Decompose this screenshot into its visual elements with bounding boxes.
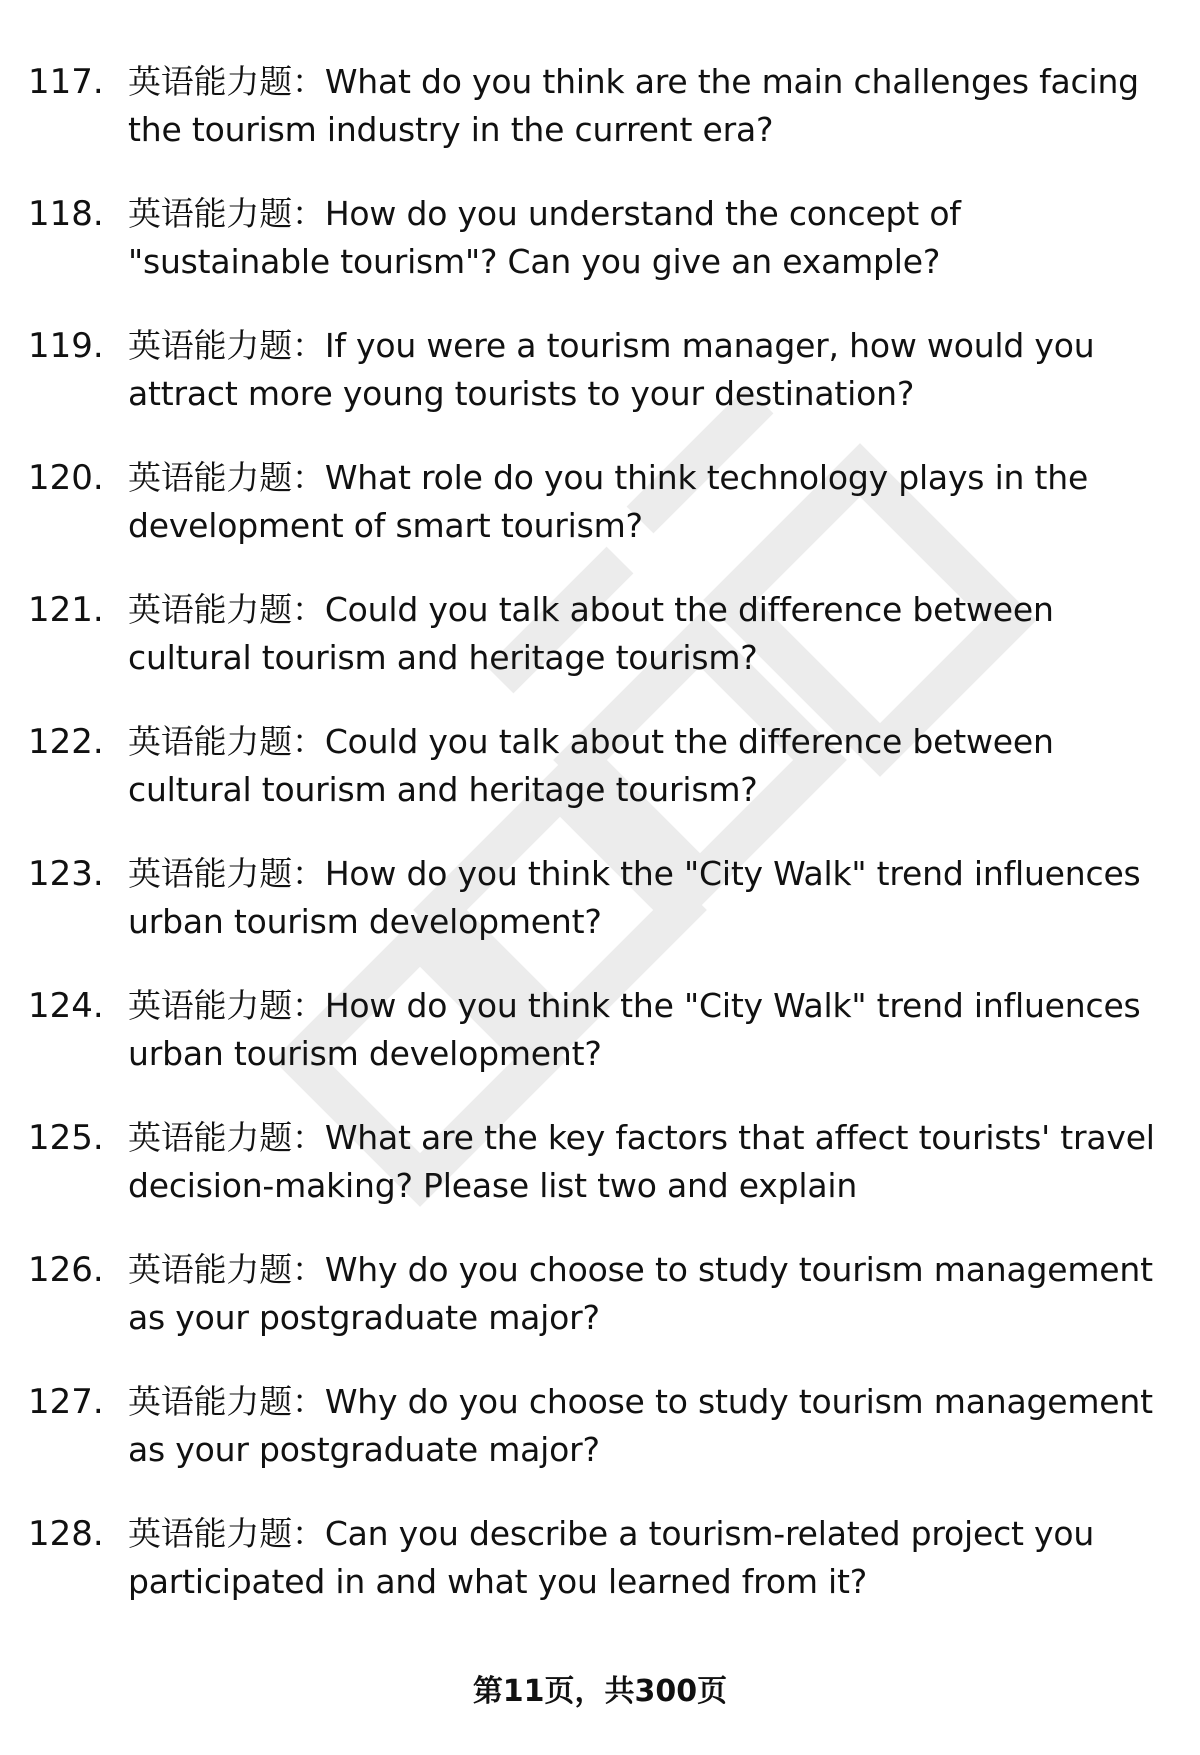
question-number: 120.: [28, 458, 104, 498]
question-list: [28, 58, 1168, 1642]
question-prefix: 英语能力题：: [128, 326, 325, 365]
question-prefix: 英语能力题：: [128, 62, 325, 101]
question-text: How do you think the "City Walk" trend influences urban tourism development?: [128, 854, 1141, 941]
question-number: 127.: [28, 1382, 104, 1422]
question-item: [28, 1114, 1168, 1246]
question-prefix: 英语能力题：: [128, 986, 325, 1025]
question-text-block: [128, 1114, 1168, 1210]
question-number: 122.: [28, 722, 104, 762]
question-text-block: [128, 1510, 1168, 1606]
question-text-block: [128, 982, 1168, 1078]
question-text: Could you talk about the difference between cultural tourism and heritage tourism?: [128, 722, 1054, 809]
question-item: [28, 1246, 1168, 1378]
question-text: If you were a tourism manager, how would you attract more young tourists to your destination?: [128, 326, 1095, 413]
question-item: [28, 718, 1168, 850]
question-number: 124.: [28, 986, 104, 1026]
question-item: [28, 982, 1168, 1114]
question-item: [28, 586, 1168, 718]
question-number: 119.: [28, 326, 104, 366]
question-text-block: [128, 454, 1168, 550]
question-prefix: 英语能力题：: [128, 722, 325, 761]
question-item: [28, 1378, 1168, 1510]
question-text-block: [128, 718, 1168, 814]
question-number: 117.: [28, 62, 104, 102]
question-number: 123.: [28, 854, 104, 894]
question-text: What are the key factors that affect tourists' travel decision-making? Please list two and explain: [128, 1118, 1155, 1205]
question-text: What do you think are the main challenges facing the tourism industry in the current era?: [128, 62, 1139, 149]
question-text: Why do you choose to study tourism management as your postgraduate major?: [128, 1250, 1153, 1337]
page-number-footer: 第11页，共300页: [472, 1674, 728, 1709]
question-number: 125.: [28, 1118, 104, 1158]
question-text: What role do you think technology plays in the development of smart tourism?: [128, 458, 1089, 545]
question-prefix: 英语能力题：: [128, 1250, 325, 1289]
question-text: Can you describe a tourism-related project you participated in and what you learned from it?: [128, 1514, 1095, 1601]
question-text-block: [128, 586, 1168, 682]
question-text: Could you talk about the difference between cultural tourism and heritage tourism?: [128, 590, 1054, 677]
question-text: How do you understand the concept of "sustainable tourism"? Can you give an example?: [128, 194, 961, 281]
question-item: [28, 850, 1168, 982]
question-number: 118.: [28, 194, 104, 234]
question-text: Why do you choose to study tourism management as your postgraduate major?: [128, 1382, 1153, 1469]
question-number: 126.: [28, 1250, 104, 1290]
question-text-block: [128, 190, 1168, 286]
question-number: 128.: [28, 1514, 104, 1554]
question-text: How do you think the "City Walk" trend influences urban tourism development?: [128, 986, 1141, 1073]
question-text-block: [128, 322, 1168, 418]
question-prefix: 英语能力题：: [128, 1118, 325, 1157]
question-prefix: 英语能力题：: [128, 1514, 325, 1553]
question-text-block: [128, 1378, 1168, 1474]
question-prefix: 英语能力题：: [128, 854, 325, 893]
question-item: [28, 58, 1168, 190]
question-text-block: [128, 1246, 1168, 1342]
question-item: [28, 454, 1168, 586]
question-prefix: 英语能力题：: [128, 458, 325, 497]
question-prefix: 英语能力题：: [128, 590, 325, 629]
question-text-block: [128, 850, 1168, 946]
question-item: [28, 190, 1168, 322]
question-item: [28, 322, 1168, 454]
question-number: 121.: [28, 590, 104, 630]
question-text-block: [128, 58, 1168, 154]
question-prefix: 英语能力题：: [128, 1382, 325, 1421]
question-item: [28, 1510, 1168, 1642]
question-prefix: 英语能力题：: [128, 194, 325, 233]
